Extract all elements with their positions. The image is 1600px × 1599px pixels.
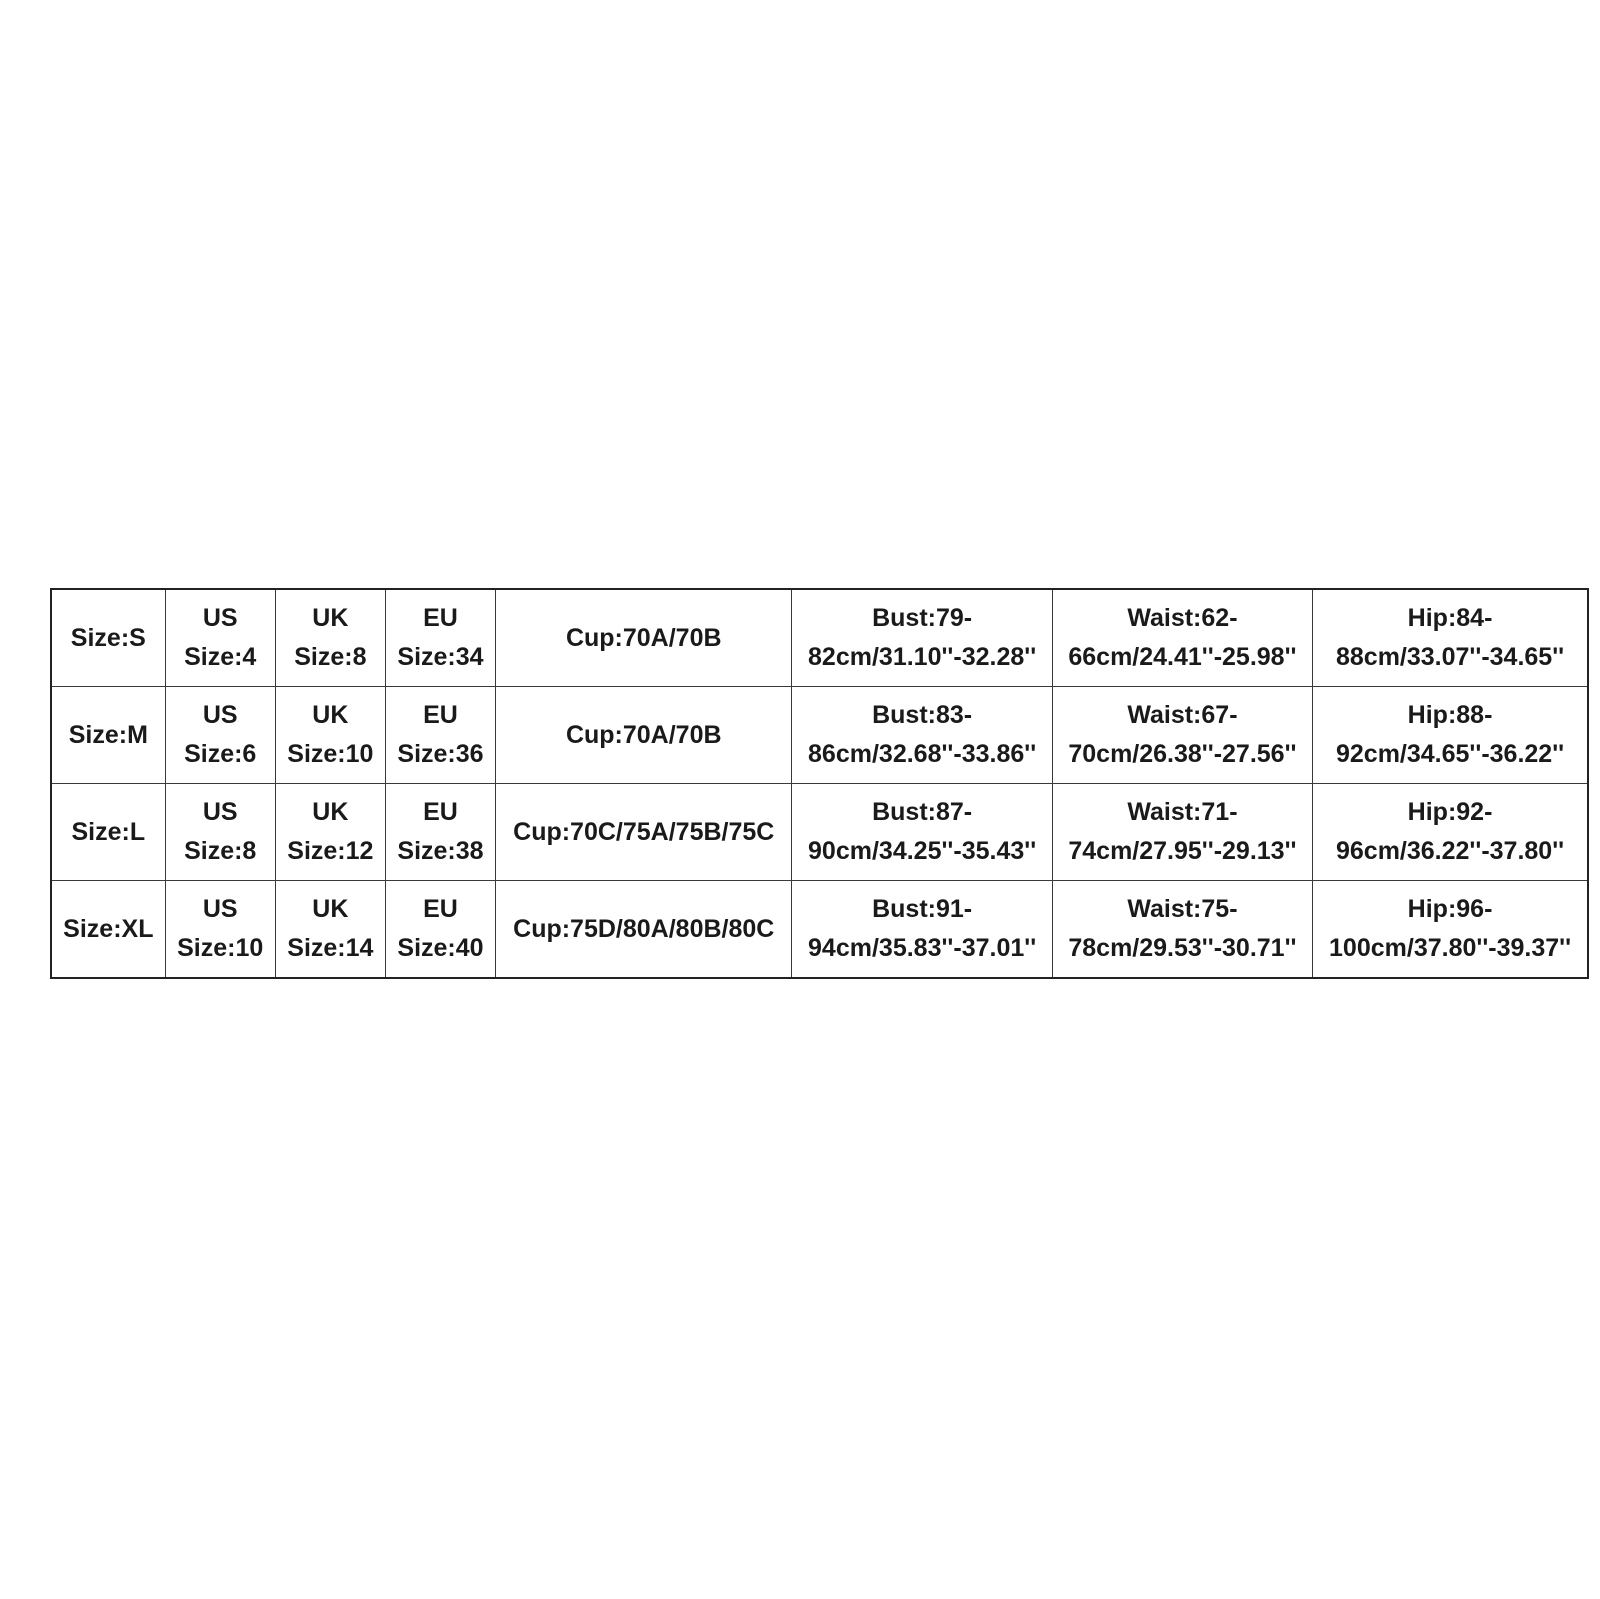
bust-cell: Bust:91- 94cm/35.83''-37.01'' xyxy=(792,881,1052,979)
hip-cell: Hip:92- 96cm/36.22''-37.80'' xyxy=(1313,784,1588,881)
size-cell: Size:L xyxy=(51,784,165,881)
eu-size-cell: EU Size:34 xyxy=(385,589,495,687)
waist-cell: Waist:71- 74cm/27.95''-29.13'' xyxy=(1052,784,1312,881)
us-size-cell: US Size:6 xyxy=(165,687,275,784)
uk-size-cell: UK Size:14 xyxy=(275,881,385,979)
cup-cell: Cup:70C/75A/75B/75C xyxy=(496,784,792,881)
hip-cell: Hip:84- 88cm/33.07''-34.65'' xyxy=(1313,589,1588,687)
waist-cell: Waist:62- 66cm/24.41''-25.98'' xyxy=(1052,589,1312,687)
uk-size-cell: UK Size:12 xyxy=(275,784,385,881)
cup-cell: Cup:70A/70B xyxy=(496,589,792,687)
us-size-cell: US Size:8 xyxy=(165,784,275,881)
eu-size-cell: EU Size:38 xyxy=(385,784,495,881)
size-chart-table xyxy=(50,588,1589,979)
cup-cell: Cup:75D/80A/80B/80C xyxy=(496,881,792,979)
us-size-cell: US Size:10 xyxy=(165,881,275,979)
us-size-cell: US Size:4 xyxy=(165,589,275,687)
eu-size-cell: EU Size:40 xyxy=(385,881,495,979)
hip-cell: Hip:88- 92cm/34.65''-36.22'' xyxy=(1313,687,1588,784)
waist-cell: Waist:75- 78cm/29.53''-30.71'' xyxy=(1052,881,1312,979)
table-row xyxy=(51,881,1588,979)
bust-cell: Bust:83- 86cm/32.68''-33.86'' xyxy=(792,687,1052,784)
eu-size-cell: EU Size:36 xyxy=(385,687,495,784)
size-cell: Size:S xyxy=(51,589,165,687)
bust-cell: Bust:87- 90cm/34.25''-35.43'' xyxy=(792,784,1052,881)
uk-size-cell: UK Size:8 xyxy=(275,589,385,687)
table-row xyxy=(51,687,1588,784)
uk-size-cell: UK Size:10 xyxy=(275,687,385,784)
hip-cell: Hip:96- 100cm/37.80''-39.37'' xyxy=(1313,881,1588,979)
cup-cell: Cup:70A/70B xyxy=(496,687,792,784)
table-row xyxy=(51,784,1588,881)
table-row xyxy=(51,589,1588,687)
bust-cell: Bust:79- 82cm/31.10''-32.28'' xyxy=(792,589,1052,687)
size-cell: Size:XL xyxy=(51,881,165,979)
size-cell: Size:M xyxy=(51,687,165,784)
waist-cell: Waist:67- 70cm/26.38''-27.56'' xyxy=(1052,687,1312,784)
